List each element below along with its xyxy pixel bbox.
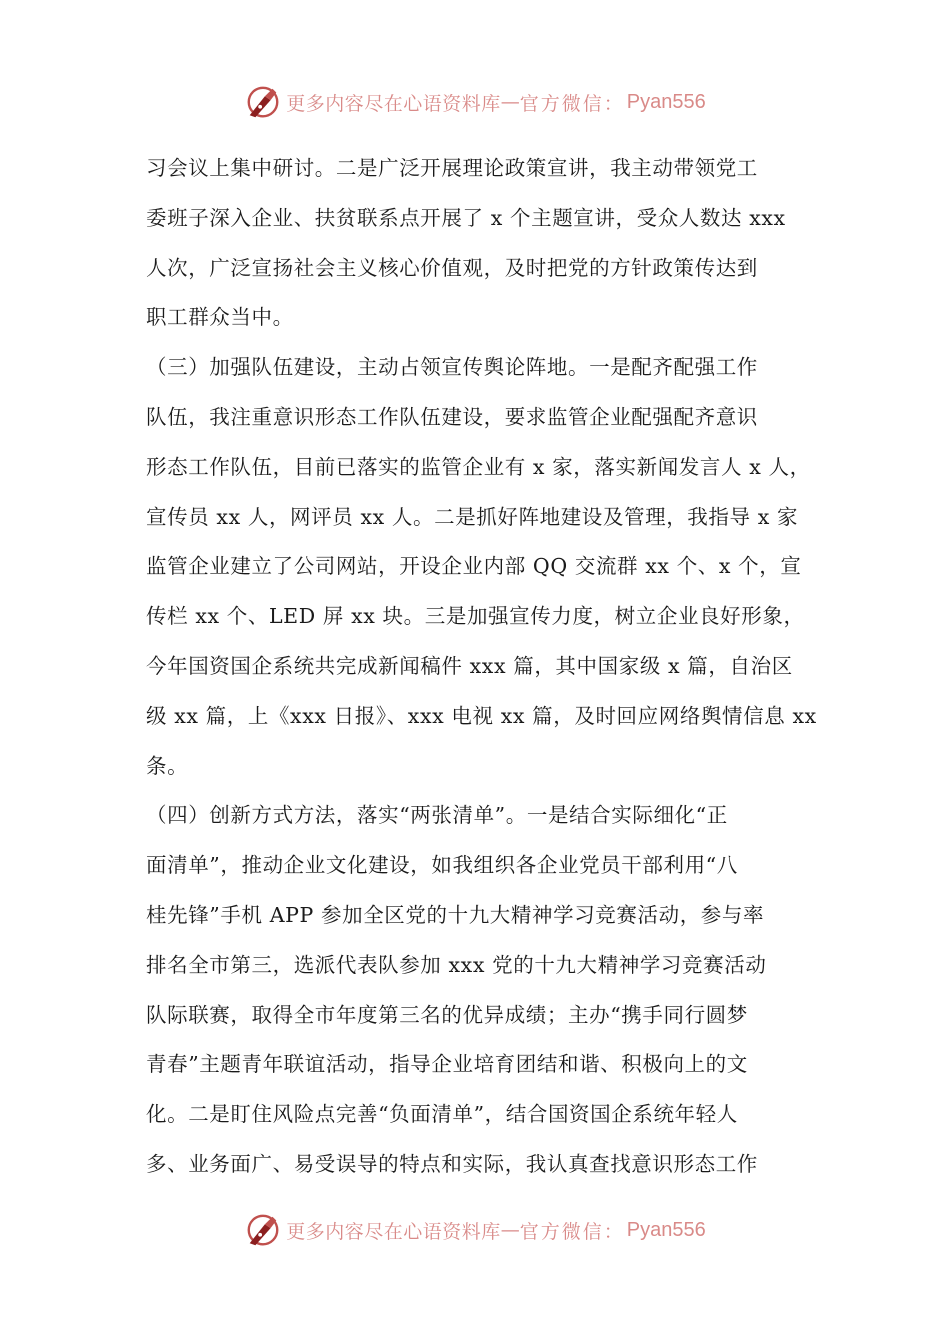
document-body: [146, 144, 817, 1190]
text-line: 桂先锋”手机 APP 参加全区党的十九大精神学习竞赛活动，参与率: [146, 902, 765, 927]
text-line: 青春”主题青年联谊活动，指导企业培育团结和谐、积极向上的文: [146, 1052, 748, 1077]
text-line: 面清单”，推动企业文化建设，如我组织各企业党员干部利用“八: [146, 853, 738, 878]
section-heading-line: （三）加强队伍建设，主动占领宣传舆论阵地。一是配齐配强工作: [146, 355, 758, 380]
pen-nib-logo-icon: [244, 83, 282, 121]
text-line: 多、业务面广、易受误导的特点和实际，我认真查找意识形态工作: [146, 1151, 758, 1176]
pen-nib-logo-icon: [244, 1211, 282, 1249]
text-line: 人次，广泛宣扬社会主义核心价值观，及时把党的方针政策传达到: [146, 255, 758, 280]
text-line: 排名全市第三，选派代表队参加 xxx 党的十九大精神学习竞赛活动: [146, 952, 767, 977]
text-line: 宣传员 xx 人，网评员 xx 人。二是抓好阵地建设及管理，我指导 x 家: [146, 504, 799, 529]
text-line: 传栏 xx 个、LED 屏 xx 块。三是加强宣传力度，树立企业良好形象，: [146, 604, 805, 629]
text-line: 条。: [146, 753, 189, 778]
banner-wechat-label: 官方微信：: [519, 1220, 625, 1243]
banner-wechat-id: Pyan556: [626, 1218, 706, 1241]
text-line: 习会议上集中研讨。二是广泛开展理论政策宣讲，我主动带领党工: [146, 156, 758, 180]
text-line: 委班子深入企业、扶贫联系点开展了 x 个主题宣讲，受众人数达 xxx: [146, 205, 786, 230]
banner-dash: —: [500, 1219, 520, 1241]
header-banner: [0, 82, 950, 122]
banner-wechat-id: Pyan556: [626, 90, 706, 113]
text-line: 级 xx 篇，上《xxx 日报》、xxx 电视 xx 篇，及时回应网络舆情信息 xx: [146, 703, 817, 728]
banner-main-text: 更多内容尽在心语资料库: [286, 92, 501, 115]
footer-banner: [0, 1210, 950, 1250]
text-line: 职工群众当中。: [146, 305, 294, 330]
text-line: 队际联赛，取得全市年度第三名的优异成绩；主办“携手同行圆梦: [146, 1002, 748, 1027]
banner-wechat-label: 官方微信：: [519, 92, 625, 115]
banner-dash: —: [500, 91, 520, 113]
text-line: 队伍，我注重意识形态工作队伍建设，要求监管企业配强配齐意识: [146, 404, 758, 429]
section-heading-line: （四）创新方式方法，落实“两张清单”。一是结合实际细化“正: [146, 803, 728, 828]
text-line: 化。二是盯住风险点完善“负面清单”，结合国资国企系统年轻人: [146, 1102, 738, 1127]
text-line: 形态工作队伍，目前已落实的监管企业有 x 家，落实新闻发言人 x 人，: [146, 454, 811, 479]
banner-main-text: 更多内容尽在心语资料库: [286, 1220, 501, 1243]
text-line: 监管企业建立了公司网站，开设企业内部 QQ 交流群 xx 个、x 个，宣: [146, 554, 802, 579]
text-line: 今年国资国企系统共完成新闻稿件 xxx 篇，其中国家级 x 篇，自治区: [146, 653, 793, 678]
